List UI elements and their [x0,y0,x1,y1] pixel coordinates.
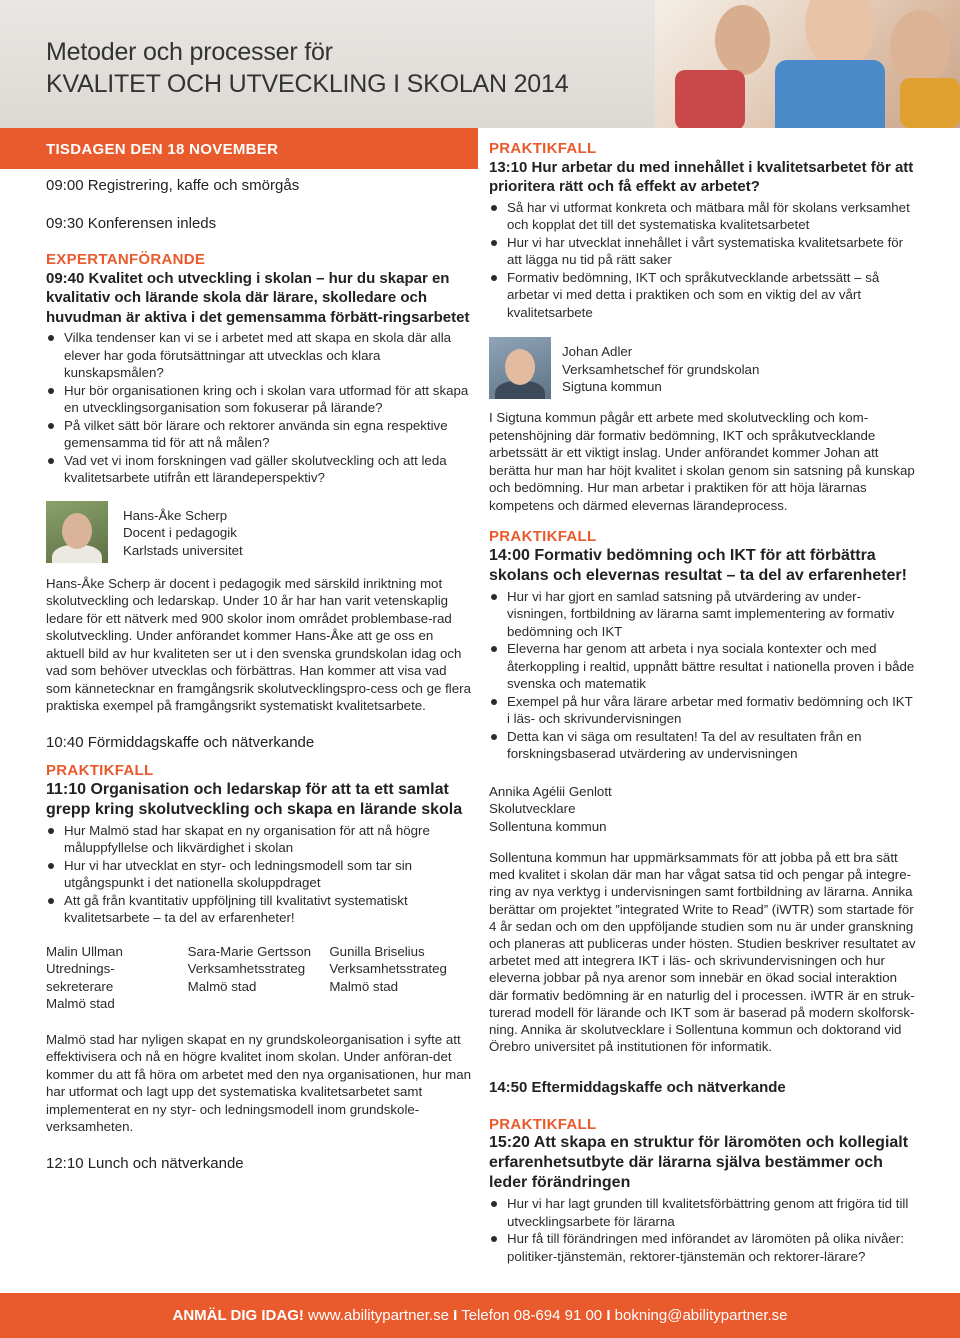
speaker-group [46,943,471,1013]
list-item: Hur bör organisationen kring och i skolan vara utformad för att skapa en utvecklingsorganisation som fokuserar på lärande? [46,382,471,417]
list-item: Hur vi har gjort en samlad satsning på utvärdering av under-visningen, fortbildning av lärarna samt implementering av formativ bedömning och IKT [489,588,917,641]
footer-email-link[interactable]: bokning@abilitypartner.se [614,1307,788,1324]
footer-separator: I [453,1307,458,1324]
speaker-malin [46,943,188,1013]
page-title-line1: Metoder och processer för [46,38,333,66]
speaker-hans-ake [46,501,471,563]
speaker-name: Johan Adler [562,344,633,359]
item-1520-bullets [489,1195,917,1265]
item-1210: 12:10 Lunch och nätverkande [46,1154,244,1172]
list-item: Eleverna har genom att arbeta i nya sociala kontexter och med återkoppling i realtid, uppnått bättre resultat i nationella proven i både svenska och matematik [489,640,917,693]
list-item: Detta kan vi säga om resultaten! Ta del av resultaten från en forskningsbaserad utvärdering av undervisningen [489,728,917,763]
date-banner-text: TISDAGEN DEN 18 NOVEMBER [46,141,279,158]
list-item: Formativ bedömning, IKT och språkutvecklande arbetssätt – så arbetar vi med detta i praktiken och som en viktig del av vårt kvalitetsarbete [489,269,917,322]
speaker-name: Malin Ullman [46,943,123,959]
speaker-johan [489,337,917,399]
footer-separator: I [606,1307,611,1324]
item-1520-title: 15:20 Att skapa en struktur för läromöten och kollegialt erfarenhetsutbyte där lärarna själva bestämmer och leder förändringen [489,1134,909,1191]
speaker-org: Malmö stad [46,996,115,1011]
speaker-role: Verksamhetsstrateg [329,961,447,976]
speaker-name: Sara-Marie Gertsson [187,943,312,959]
praktikfall-label: PRAKTIKFALL [46,762,154,779]
speaker-org: Sollentuna kommun [489,818,607,834]
item-1110-title: 11:10 Organisation och ledarskap för att ta ett samlat grepp kring skolutveckling och skapa en lärande skola [46,780,463,818]
speaker-org: Karlstads universitet [123,542,243,558]
item-1310-bullets [489,199,917,322]
children-photo [655,0,960,128]
item-1450: 14:50 Eftermiddagskaffe och nätverkande [489,1079,786,1096]
list-item: Vilka tendenser kan vi se i arbetet med att skapa en skola där alla elever har goda förutsättningar att utvecklas och klara kunskapsmålen? [46,329,471,382]
right-column-block-2 [489,528,917,1055]
speaker-role: Verksamhetschef för grundskolan [562,361,760,377]
item-1400-description: Sollentuna kommun har uppmärksammats för att jobba på ett bra sätt med kvalitet i skolan där man har vågat satsa tid och pengar på integre-ring av nya verktyg i undervisningen samt fortbildning av lärarna. Annika berättar om projektet ”integrated Write to Read” (iWTR) som startade för 4 år sedan och om den uppföljande studien som nu är under granskning och planeras att publiceras under hösten. Studien beskriver resultatet av arbetet med att integrera IKT i läs- och skrivundervisningen och hur eleverna jobbar på nya arenor som innebär en ökad social interaktion där formativ bedömning är en naturlig del i processen. iWTR är en struk-turerad modell för lärande och IKT som är baserad på modern skolforsk-ning. Annika är skolutvecklare i Sollentuna kommun och doktorand vid Örebro universitet på institutionen för informatik. [489,850,916,1055]
list-item: Exempel på hur våra lärare arbetar med formativ bedömning och IKT i läs- och skrivundervisningen [489,693,917,728]
speaker-org: Sigtuna kommun [562,379,662,394]
speaker-portrait [489,337,551,399]
speaker-org: Malmö stad [187,978,257,994]
item-1110-bullets [46,822,471,927]
item-1110-description: Malmö stad har nyligen skapat en ny grundskoleorganisation i syfte att effektivisera och nå en högre kvalitet inom skolan. Under anföran-det kommer du att få höra om arbetet med den nya organisationen, hur man har utformat och lagt upp det systematiska kvalitetsarbetet samt implementerat en ny styr- och ledningsmodell inom grundskole-verksamheten. [46,1031,472,1134]
footer-website-link[interactable]: www.abilitypartner.se [308,1307,449,1324]
praktikfall-label: PRAKTIKFALL [489,140,597,157]
praktikfall-label: PRAKTIKFALL [489,528,597,545]
speaker-portrait [46,501,108,563]
speaker-name: Hans-Åke Scherp [123,507,228,523]
list-item: På vilket sätt bör lärare och rektorer använda sin egna respektive gemensamma tid för att nå målen? [46,417,471,452]
item-1040: 10:40 Förmiddagskaffe och nätverkande [46,733,315,751]
speaker-role: Skolutvecklare [489,801,576,816]
speaker-name: Gunilla Briselius [329,943,425,959]
list-item: Att gå från kvantitativ uppföljning till kvalitativt systematiskt kvalitetsarbete – ta del av erfarenheter! [46,892,471,927]
list-item: Hur få till förändringen med införandet av läromöten på olika nivåer: politiker-tjänstemän, rektorer-tjänstemän och rektorer-lärare? [489,1230,917,1265]
speaker-sara-marie [188,943,330,1013]
item-0900: 09:00 Registrering, kaffe och smörgås [46,177,300,194]
list-item: Hur vi har utvecklat en styr- och ledningsmodell som tar sin utgångspunkt i det nationella skoluppdraget [46,857,471,892]
speaker-role: Verksamhetsstrateg [187,961,306,976]
item-1310-title: 13:10 Hur arbetar du med innehållet i kvalitetsarbetet för att prioritera rätt och få effekt av arbetet? [489,158,914,195]
list-item: Hur vi har utvecklat innehållet i vårt systematiska kvalitetsarbete för att lägga nu tid på rätt saker [489,234,917,269]
page-title-line2: KVALITET OCH UTVECKLING I SKOLAN 2014 [46,70,569,98]
item-1400-bullets [489,588,917,763]
item-1400-title: 14:00 Formativ bedömning och IKT för att förbättra skolans och elevernas resultat – ta del av erfarenheter! [489,546,907,584]
item-1310-description: I Sigtuna kommun pågår ett arbete med skolutveckling och kom-petenshöjning där formativ bedömning, IKT och språkutvecklande arbetssätt är ett viktigt inslag. Under anförandet kommer Johan att berätta hur man har höjt kvalitet i skolan genom sin satsning på kunskap och bedömning. Hur man arbetar i praktiken för att höja lärarnas kompetens och därmed elevernas lärandeprocess. [489,410,915,513]
speaker-role: Docent i pedagogik [123,525,237,540]
footer-bar [0,1293,960,1338]
list-item: Så har vi utformat konkreta och mätbara mål för skolans verksamhet och kopplat det till det systematiska kvalitetsarbetet [489,199,917,234]
item-0940-title: 09:40 Kvalitet och utveckling i skolan – hur du skapar en kvalitativ och lärande skola där lärare, skolledare och huvudman är aktiva i det gemensamma förbätt-ringsarbetet [46,269,470,326]
item-0930: 09:30 Konferensen inleds [46,214,217,232]
speaker-org: Malmö stad [329,978,399,994]
list-item: Vad vet vi inom forskningen vad gäller skolutveckling och att leda kvalitetsarbete utifrån ett lärandeperspektiv? [46,452,471,487]
footer-phone: Telefon 08-694 91 00 [461,1307,603,1324]
left-column [46,176,471,1173]
item-0940-bullets [46,329,471,487]
speaker-name: Annika Agélii Genlott [489,783,612,799]
right-column-block-1 [489,140,917,514]
list-item: Hur vi har lagt grunden till kvalitetsförbättring genom att frigöra tid till utvecklingsarbete för lärarna [489,1195,917,1230]
right-column-block-3 [489,1078,917,1265]
praktikfall-label: PRAKTIKFALL [489,1115,597,1133]
register-cta[interactable]: ANMÄL DIG IDAG! [172,1307,304,1324]
speaker-role: Utrednings-sekreterare [46,961,115,994]
expert-label: EXPERTANFÖRANDE [46,251,206,268]
speaker-gunilla [329,943,471,1013]
speaker-bio: Hans-Åke Scherp är docent i pedagogik med särskild inriktning mot skolutveckling och ledarskap. Under 10 år har han varit vetenskaplig ledare för ett nätverk med 900 skolor inom området problembase-rad skolutveckling. Under anförandet kommer Hans-Åke att ge oss en aktuell bild av hur kvaliteten ser ut i den svenska grundskolan idag och vad som behöver utvecklas och förbättras. Han kommer att visa vad som kännetecknar en framgångsrik skolutvecklingspro-cess och ge flera praktiska exempel på framgångsrikt systematiskt kvalitetsarbete. [46,575,471,713]
list-item: Hur Malmö stad har skapat en ny organisation för att nå högre måluppfyllelse och likvärdighet i skolan [46,822,471,857]
